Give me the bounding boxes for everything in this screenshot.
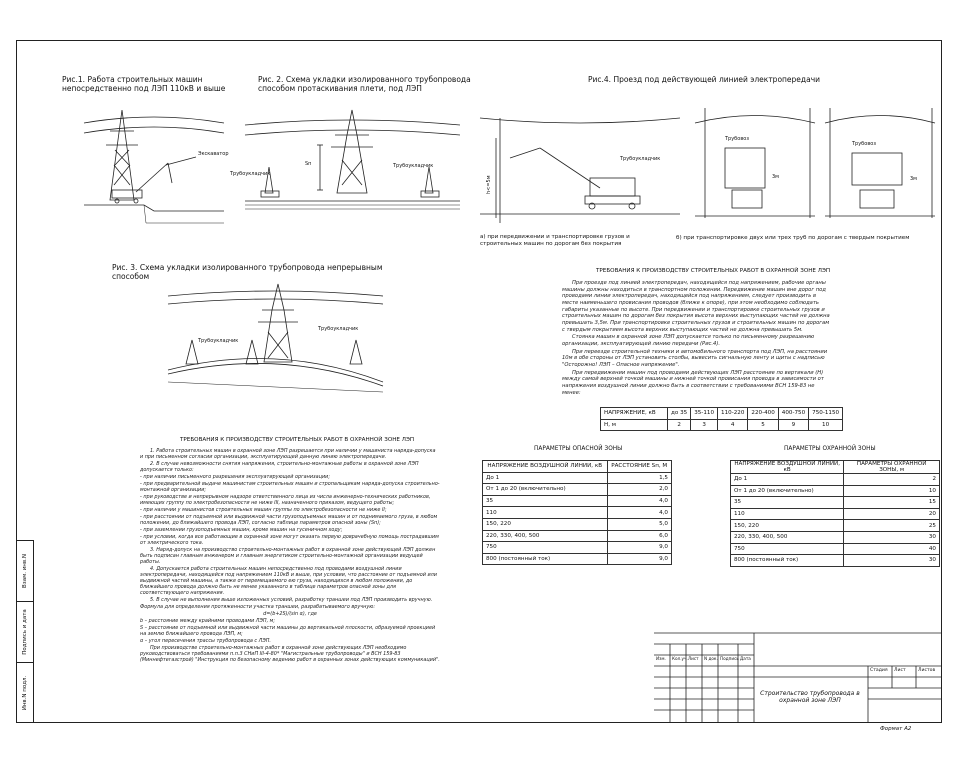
table-cell: 750 xyxy=(483,542,608,554)
left-paragraph: - при условии, когда все работающие в охранной зоне могут оказать первую доврачебную помощь пострадавшим от электрического тока. xyxy=(140,533,439,546)
table-row xyxy=(483,495,672,507)
table-cell: 9,0 xyxy=(607,553,672,565)
table-cell: 750 xyxy=(731,543,844,555)
fig3-drawing xyxy=(168,282,383,402)
table-cell: 110 xyxy=(483,507,608,519)
side-stamp-cell: Подпись и дата xyxy=(17,602,33,663)
table-cell: 25 xyxy=(844,520,940,532)
table-cell: 4 xyxy=(718,419,748,431)
side-stamp-cell: Взам. инв.N xyxy=(17,541,33,602)
fig1-drawing xyxy=(84,105,229,235)
table-cell: 3 xyxy=(691,419,718,431)
fig2-title: Рис. 2. Схема укладки изолированного трубопровода способом протаскивания плети, под ЛЭП xyxy=(258,75,471,93)
table-row xyxy=(731,461,940,474)
table-cell: 2 xyxy=(844,474,940,486)
left-requirements-text xyxy=(140,448,440,663)
fig4-label-3m-2: 3м xyxy=(910,176,917,182)
table-cell: до 35 xyxy=(668,408,691,420)
fig2-label-pipelayer-1: Трубоукладчик xyxy=(230,171,271,177)
table-cell: 5 xyxy=(748,419,778,431)
table-cell: 9 xyxy=(778,419,808,431)
danger-table-caption: ПАРАМЕТРЫ ОПАСНОЙ ЗОНЫ xyxy=(534,446,623,452)
table-cell: 35 xyxy=(483,495,608,507)
fig2-label-sp: Sп xyxy=(305,161,312,167)
table-cell: 2 xyxy=(668,419,691,431)
left-paragraph: 3. Наряд-допуск на производство строительно-монтажных работ в охранной зоне действующей ЛЭП должен быть подписан главным инженером и главным энергетиком строительно-монтажной организации ведущей работы. xyxy=(140,546,436,565)
fig2-drawing xyxy=(230,105,460,230)
danger-zone-table xyxy=(482,460,672,565)
table-row xyxy=(731,543,940,555)
right-paragraph: При проезде под линией электропередач, находящейся под напряжением, рабочие органы машины должны находиться в транспортном положении. Передвижение машин вне дорог под проводами линии электропередач, находящейся под напряжением, следует производить в месте наименьшего провисания проводов (ближе к опоре), при этом необходимо соблюдать габариты указанные по высоте. При передвижении и транспортировке строительных грузов и строительных машин по дорогам без покрытия высота верхних выступающих частей не должна превышать 3,5м. При транспортировке строительных грузов и строительных машин по дорогам с твердым покрытием высота верхних выступающих частей не должна превышать 5м. xyxy=(562,280,830,333)
table-cell: 6,0 xyxy=(607,530,672,542)
table-row xyxy=(483,542,672,554)
table-cell: 40 xyxy=(844,543,940,555)
side-stamp xyxy=(16,540,34,723)
table-cell: 10 xyxy=(844,485,940,497)
stage-col: Лист xyxy=(894,668,906,673)
table-row xyxy=(731,485,940,497)
fig4-label-3m-1: 3м xyxy=(772,174,779,180)
table-cell: 5,0 xyxy=(607,518,672,530)
table-cell: 800 (постоянный ток) xyxy=(483,553,608,565)
fig4-label-height: h<=5м xyxy=(486,175,492,194)
fig4-drawing xyxy=(480,98,940,233)
table-cell: 30 xyxy=(844,555,940,567)
table-row xyxy=(731,531,940,543)
table-row xyxy=(483,553,672,565)
table-cell: 750-1150 xyxy=(809,408,843,420)
fig3-title: Рис. 3. Схема укладки изолированного трубопровода непрерывным способом xyxy=(112,263,383,281)
table-cell: 150, 220 xyxy=(483,518,608,530)
table-cell: 800 (постоянный ток) xyxy=(731,555,844,567)
table-cell: 220, 330, 400, 500 xyxy=(731,531,844,543)
protect-table-caption: ПАРАМЕТРЫ ОХРАННОЙ ЗОНЫ xyxy=(784,446,876,452)
table-cell: 4,0 xyxy=(607,507,672,519)
right-requirements-title: ТРЕБОВАНИЯ К ПРОИЗВОДСТВУ СТРОИТЕЛЬНЫХ РАБОТ В ОХРАННОЙ ЗОНЕ ЛЭП xyxy=(596,268,831,274)
title-col: Изм. xyxy=(656,656,666,661)
left-paragraph: Формула для определения протяженности участка траншеи, разрабатываемого вручную: xyxy=(140,603,376,610)
left-paragraph: - при наличии письменного разрешения эксплуатирующей организации; xyxy=(140,473,330,480)
left-paragraph: - при расстоянии от подъемной или выдвижной части грузоподъемных машин и от поднимаемого груза, в любом положении, до ближайшего провода ЛЭП, согласно таблице параметров опасной зоны (Sп); xyxy=(140,513,438,526)
fig4-label-pipecarrier-2: Трубовоз xyxy=(852,141,876,147)
drawing-name: Строительство трубопровода в охранной зоне ЛЭП xyxy=(760,690,860,705)
table-row xyxy=(731,520,940,532)
left-paragraph: 4. Допускается работа строительных машин непосредственно под проводами воздушной линии электропередачи, находящейся под напряжением 110кВ и выше, при условии, что расстояние от подъемной или выдвижной частей машины, а также от перемещаемого ею груза, находящихся в любом положении, до ближайшего провода должно быть не менее указанного в таблице параметров опасной зоны для соответствующего напряжения. xyxy=(140,565,437,596)
fig2-label-pipelayer-2: Трубоукладчик xyxy=(393,163,434,169)
table-cell: 1,5 xyxy=(607,472,672,484)
fig4-label-pipelayer: Трубоукладчик xyxy=(620,156,661,162)
stage-header xyxy=(870,668,944,674)
right-paragraph: При переезде строительной техники и автомобильного транспорта под ЛЭП, на расстоянии 10м в обе стороны от ЛЭП установить столбы, вывесить сигнальную ленту и щиты с надписью "Осторожно! ЛЭП – Опасное напряжение". xyxy=(562,348,828,368)
title-col: N док. xyxy=(704,656,718,661)
table-cell: 15 xyxy=(844,497,940,509)
table-header: ПАРАМЕТРЫ ОХРАННОЙ ЗОНЫ, м xyxy=(844,461,940,474)
left-formula: d=(b+2S)/(sin α), где xyxy=(263,610,317,617)
table-cell: 110-220 xyxy=(718,408,748,420)
table-cell: 220, 330, 400, 500 xyxy=(483,530,608,542)
fig4b-caption: б) при транспортировке двух или трех труб по дорогам с твердым покрытием xyxy=(676,235,910,241)
title-col: Подпись xyxy=(720,656,739,661)
left-paragraph: 2. В случае невозможности снятия напряжения, строительно-монтажные работы в охранной зоне ЛЭП допускается только: xyxy=(140,460,419,473)
left-paragraph: S – расстояние от подъемной или выдвижной части машины до вертикальной плоскости, образуемой проекцией на землю ближайшего провода ЛЭП, м; xyxy=(140,624,436,637)
table-header: РАССТОЯНИЕ Sп, М xyxy=(607,461,672,473)
fig3-label-pipelayer-1: Трубоукладчик xyxy=(198,338,239,344)
side-stamp-cell: Инв.N подл. xyxy=(22,675,28,711)
table-row xyxy=(483,472,672,484)
left-paragraph: 1. Работа строительных машин в охранной зоне ЛЭП разрешается при наличии у машиниста наряда-допуска и при письменном согласии организации, эксплуатирующей данную линию электропередачи. xyxy=(140,448,436,460)
sheet-format: Формат А2 xyxy=(880,726,912,732)
table-row xyxy=(483,518,672,530)
left-paragraph: - при наличии у машинистов строительных машин группы по электробезопасности не ниже II; xyxy=(140,506,387,513)
table-cell: 220-400 xyxy=(748,408,778,420)
left-paragraph: b – расстояние между крайними проводами ЛЭП, м; xyxy=(140,617,276,624)
table-row xyxy=(601,408,843,420)
table-cell: 30 xyxy=(844,531,940,543)
stage-col: Листов xyxy=(918,668,936,673)
left-paragraph: α – угол пересечения трассы трубопровода с ЛЭП. xyxy=(140,637,271,644)
table-row xyxy=(731,508,940,520)
left-paragraph: - при заземлении грузоподъемных машин, кроме машин на гусеничном ходу; xyxy=(140,526,343,533)
right-requirements-text xyxy=(562,280,830,397)
table-cell: От 1 до 20 (включительно) xyxy=(483,484,608,496)
stage-col: Стадия xyxy=(870,668,888,673)
table-cell: Н, м xyxy=(601,419,668,431)
fig1-label-excavator: Экскаватор xyxy=(198,151,229,157)
left-paragraph: 5. В случае не выполнения выше изложенных условий, разработку траншеи под ЛЭП производить вручную. xyxy=(150,596,433,603)
fig1-title: Рис.1. Работа строительных машин непосредственно под ЛЭП 110кВ и выше xyxy=(62,75,226,93)
table-cell: 20 xyxy=(844,508,940,520)
table-cell: 2,0 xyxy=(607,484,672,496)
title-col: Дата xyxy=(740,656,751,661)
title-col: Кол.уч. xyxy=(672,656,688,661)
table-cell: НАПРЯЖЕНИЕ, кВ xyxy=(601,408,668,420)
table-row xyxy=(601,419,843,431)
left-paragraph: - при руководстве и непрерывном надзоре ответственного лица из числа инженерно-технических работников, имеющих группу по электробезопасности не ниже III, назначенного приказом, ведущего работы; xyxy=(140,493,431,506)
title-col: Лист xyxy=(688,656,699,661)
table-row xyxy=(483,461,672,473)
table-cell: От 1 до 20 (включительно) xyxy=(731,485,844,497)
title-block-columns xyxy=(656,656,756,661)
table-row xyxy=(483,507,672,519)
left-paragraph: При производстве строительно-монтажных работ в охранной зоне действующих ЛЭП необходимо руководствоваться требованиями п.п.3 СНиП III-4-80* "Магистральные трубопроводы" и ВСН 159-83 (Миннефтегазстрой) "Инструкция по безопасному ведению работ в охранных зонах действующих коммуникаций". xyxy=(140,644,440,663)
fig4-title: Рис.4. Проезд под действующей линией электропередачи xyxy=(588,75,821,84)
table-cell: 110 xyxy=(731,508,844,520)
left-requirements-title: ТРЕБОВАНИЯ К ПРОИЗВОДСТВУ СТРОИТЕЛЬНЫХ РАБОТ В ОХРАННОЙ ЗОНЕ ЛЭП xyxy=(180,437,415,443)
protection-zone-table xyxy=(730,460,940,567)
right-paragraph: Стоянка машин в охранной зоне ЛЭП допускается только по письменному разрешению организации, эксплуатирующей линию передачи (Рис.4). xyxy=(562,334,815,347)
fig4-label-pipecarrier-1: Трубовоз xyxy=(725,136,749,142)
table-cell: 150, 220 xyxy=(731,520,844,532)
table-cell: 4,0 xyxy=(607,495,672,507)
table-cell: 35 xyxy=(731,497,844,509)
table-cell: 35-110 xyxy=(691,408,718,420)
right-paragraph: При передвижении машин под проводами действующих ЛЭП расстояние по вертикали (H) между самой верхней точкой машины и нижней точкой провисания провода в зависимости от напряжения воздушной линии должно быть в соответствии с требованиями ВСН 159-83 не менее: xyxy=(562,369,824,396)
fig4a-caption: а) при передвижении и транспортировке грузов и строительных машин по дорогам без покрытия xyxy=(480,234,630,247)
voltage-table xyxy=(600,407,843,431)
table-header: НАПРЯЖЕНИЕ ВОЗДУШНОЙ ЛИНИИ, кВ xyxy=(731,461,844,474)
table-cell: До 1 xyxy=(483,472,608,484)
table-cell: 9,0 xyxy=(607,542,672,554)
table-cell: 400-750 xyxy=(778,408,808,420)
table-cell: До 1 xyxy=(731,474,844,486)
table-row xyxy=(483,484,672,496)
table-cell: 10 xyxy=(809,419,843,431)
table-row xyxy=(483,530,672,542)
left-paragraph: - при предварительной выдаче машинистам строительных машин и стропальщикам наряда-допуска строительно-монтажной организации; xyxy=(140,480,440,493)
table-row xyxy=(731,474,940,486)
table-row xyxy=(731,497,940,509)
fig3-label-pipelayer-2: Трубоукладчик xyxy=(318,326,359,332)
table-row xyxy=(731,555,940,567)
table-header: НАПРЯЖЕНИЕ ВОЗДУШНОЙ ЛИНИИ, кВ xyxy=(483,461,608,473)
